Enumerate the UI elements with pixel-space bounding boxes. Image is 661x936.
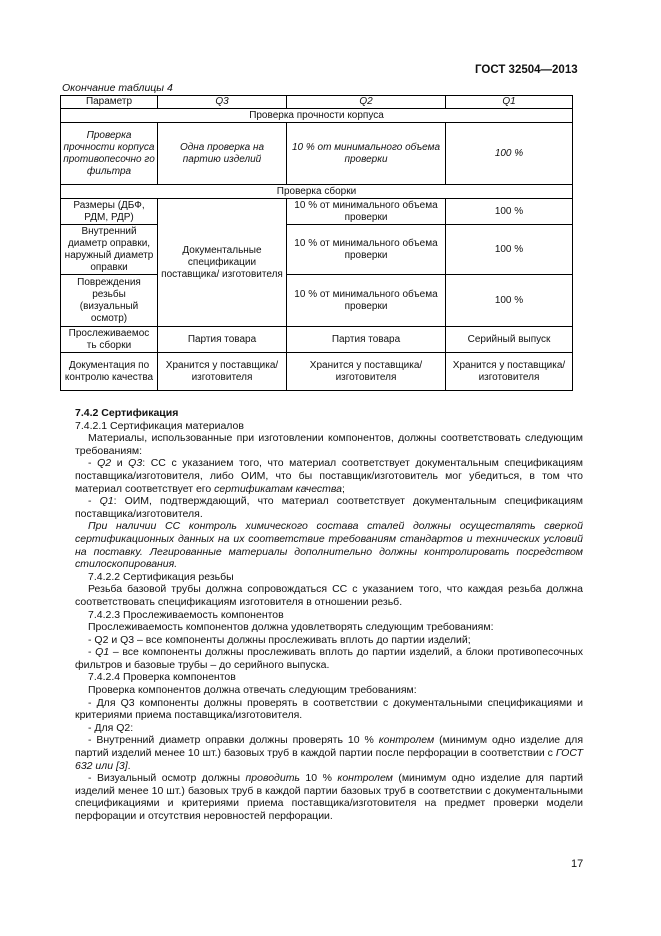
page-number: 17 [571, 858, 584, 870]
para-trace-q2q3: - Q2 и Q3 – все компоненты должны прослеживать вплоть до партии изделий; [88, 633, 471, 646]
row5-q1: Серийный выпуск [446, 327, 573, 353]
para-q1: - Q1: ОИМ, подтверждающий, что материал соответствует документальным спецификациям поставщика/изготовителя. [75, 495, 584, 520]
col-header-q1: Q1 [446, 96, 573, 109]
para-q2-q3: - Q2 и Q3: СС с указанием того, что материал соответствует документальным спецификациям поставщика/изготовителя, либо ОИМ, что бы поставщик/изготовитель мог убедиться, в том что материал соответствует его сертификатам качества; [75, 457, 584, 495]
row1-q2: 10 % от минимального объема проверки [287, 123, 446, 185]
col-header-q2: Q2 [287, 96, 446, 109]
row3-q2: 10 % от минимального объема проверки [287, 225, 446, 275]
heading-7-4-2-1: 7.4.2.1 Сертификация материалов [75, 419, 244, 432]
section-strength: Проверка прочности корпуса [61, 109, 573, 123]
row6-q1: Хранится у поставщика/ изготовителя [446, 353, 573, 391]
row4-q2: 10 % от минимального объема проверки [287, 275, 446, 327]
standard-number: ГОСТ 32504—2013 [475, 64, 578, 76]
para-check-q3: - Для Q3 компоненты должны проверять в соответствии с документальными спецификациями и критериями приема поставщика/изготовителя. [75, 696, 583, 722]
col-header-param: Параметр [61, 96, 158, 109]
para-check-visual: - Визуальный осмотр должны проводить 10 % контролем (минимум одно изделие для партий изделий менее 10 шт.) базовых труб в каждой партии базовых труб в соответствии с документальными спецификациями и критериями приема поставщика/изготовителя на предмет проверки модели перфорации и отсутствия неровностей перфорации. [75, 772, 583, 822]
table-4 [60, 95, 573, 391]
para-check-q2: - Для Q2: [88, 721, 134, 734]
row2-q1: 100 % [446, 199, 573, 225]
section-assembly: Проверка сборки [61, 185, 573, 199]
row1-q1: 100 % [446, 123, 573, 185]
row5-param: Прослеживаемос ть сборки [61, 327, 158, 353]
para-check-diameter: - Внутренний диаметр оправки должны проверять 10 % контролем (минимум одно изделие для партий изделий менее 10 шт.) базовых труб в каждой партии после перфорации в соответствии с ГОСТ 632 или [3]. [75, 734, 583, 772]
row2-q2: 10 % от минимального объема проверки [287, 199, 446, 225]
row1-q3: Одна проверка на партию изделий [158, 123, 287, 185]
col-header-q3: Q3 [158, 96, 287, 109]
para-thread: Резьба базовой трубы должна сопровождаться СС с указанием того, что каждая резьба должна соответствовать спецификациям изготовителя в отношении резьб. [75, 583, 583, 608]
heading-7-4-2: 7.4.2 Сертификация [75, 407, 179, 419]
row4-q1: 100 % [446, 275, 573, 327]
row1-param: Проверка прочности корпуса противопесочно го фильтра [61, 123, 158, 185]
row5-q3: Партия товара [158, 327, 287, 353]
row5-q2: Партия товара [287, 327, 446, 353]
para-trace-q1: - Q1 – все компоненты должны прослеживать вплоть до партии изделий, а блоки противопесочных фильтров и базовые трубы – до серийного выпуска. [75, 646, 583, 671]
row4-param: Повреждения резьбы (визуальный осмотр) [61, 275, 158, 327]
row3-param: Внутренний диаметр оправки, наружный диаметр оправки [61, 225, 158, 275]
row3-q1: 100 % [446, 225, 573, 275]
row6-q3: Хранится у поставщика/ изготовителя [158, 353, 287, 391]
para-chemical: При наличии СС контроль химического состава сталей должны осуществлять сверкой сертификационных данных на их соответствие требованиям стандартов и технических условий на поставку. Легированные материалы дополнительно должны контролировать посредством стилоскопирования. [75, 520, 583, 571]
heading-7-4-2-4: 7.4.2.4 Проверка компонентов [88, 671, 236, 684]
body-text [75, 407, 583, 823]
heading-7-4-2-2: 7.4.2.2 Сертификация резьбы [88, 570, 234, 583]
row6-q2: Хранится у поставщика/ изготовителя [287, 353, 446, 391]
row6-param: Документация по контролю качества [61, 353, 158, 391]
table-caption: Окончание таблицы 4 [62, 82, 173, 94]
row2-param: Размеры (ДБФ, РДМ, РДР) [61, 199, 158, 225]
para-materials: Материалы, использованные при изготовлении компонентов, должны соответствовать следующим требованиям: [75, 432, 583, 457]
para-trace: Прослеживаемость компонентов должна удовлетворять следующим требованиям: [88, 621, 494, 634]
para-check: Проверка компонентов должна отвечать следующим требованиям: [88, 684, 417, 697]
heading-7-4-2-3: 7.4.2.3 Прослеживаемость компонентов [88, 608, 284, 621]
q3-merged-cell: Документальные спецификации поставщика/ изготовителя [158, 199, 287, 327]
